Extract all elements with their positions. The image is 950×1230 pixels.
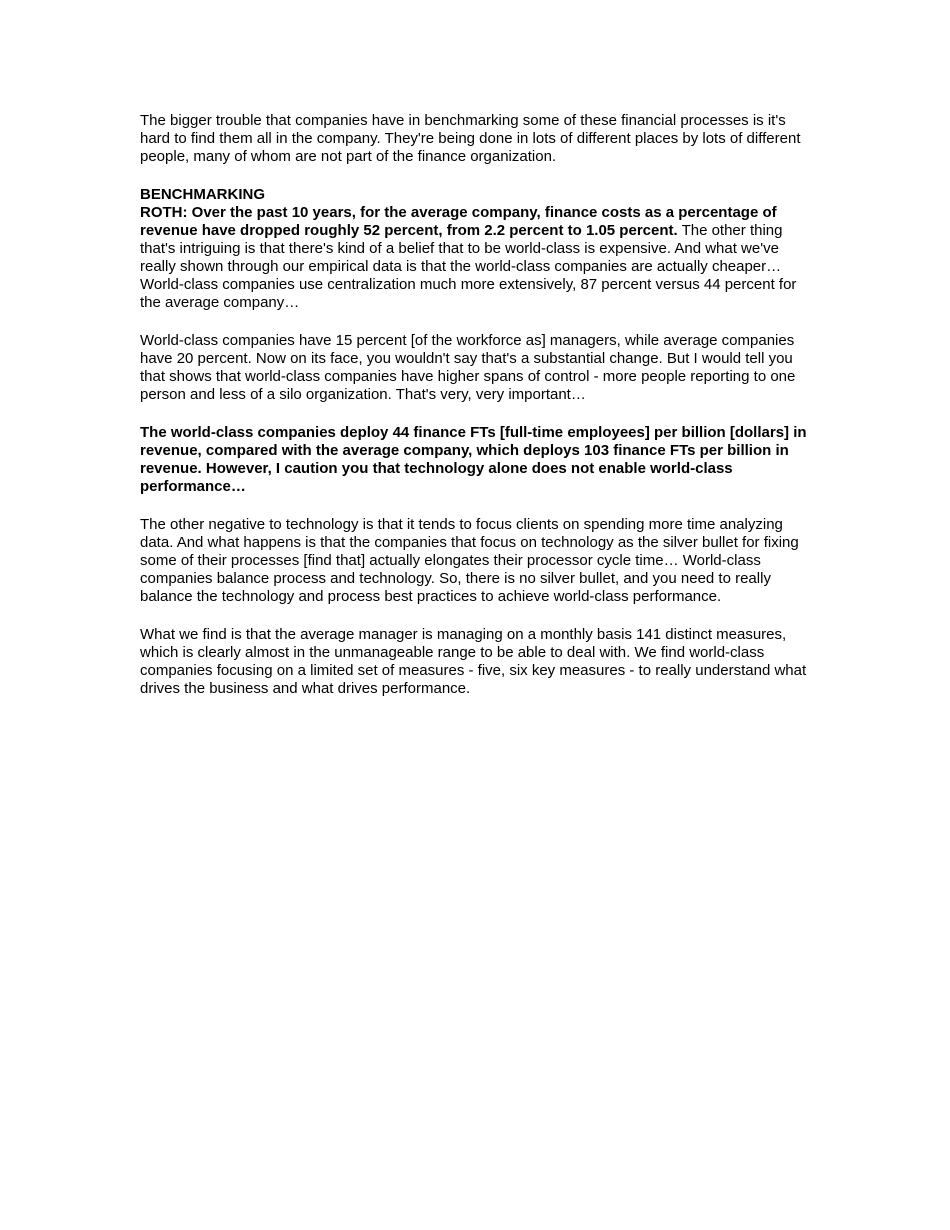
document-page [140, 112, 812, 718]
roth-paragraph-text: The other thing that's intriguing is that there's kind of a belief that to be world-class is expensive. And what we've really shown through our empirical data is that the world-class companies are actually cheaper… World-class companies use centralization much more extensively, 87 percent versus 44 percent for the average company… [140, 222, 797, 311]
intro-paragraph: The bigger trouble that companies have in benchmarking some of these financial processes is it's hard to find them all in the company. They're being done in lots of different places by lots of different people, many of whom are not part of the finance organization. [140, 112, 801, 165]
managers-paragraph: World-class companies have 15 percent [of the workforce as] managers, while average companies have 20 percent. Now on its face, you wouldn't say that's a substantial change. But I would tell you that shows that world-class companies have higher spans of control - more people reporting to one person and less of a silo organization. That's very, very important… [140, 332, 796, 403]
section-heading: BENCHMARKING [140, 186, 265, 203]
technology-paragraph: The other negative to technology is that it tends to focus clients on spending more time analyzing data. And what happens is that the companies that focus on technology as the silver bullet for fixing some of their processes [find that] actually elongates their processor cycle time… World-class companies balance process and technology. So, there is no silver bullet, and you need to really balance the technology and process best practices to achieve world-class performance. [140, 516, 799, 605]
roth-bold-lead: ROTH: Over the past 10 years, for the average company, finance costs as a percentage of revenue have dropped roughly 52 percent, from 2.2 percent to 1.05 percent. [140, 204, 777, 239]
benchmarking-section [140, 186, 812, 312]
fte-paragraph: The world-class companies deploy 44 finance FTs [full-time employees] per billion [dollars] in revenue, compared with the average company, which deploys 103 finance FTs per billion in revenue. However, I caution you that technology alone does not enable world-class performance… [140, 424, 807, 495]
roth-paragraph [140, 204, 812, 312]
measures-paragraph: What we find is that the average manager is managing on a monthly basis 141 distinct measures, which is clearly almost in the unmanageable range to be able to deal with. We find world-class companies focusing on a limited set of measures - five, six key measures - to really understand what drives the business and what drives performance. [140, 626, 807, 697]
